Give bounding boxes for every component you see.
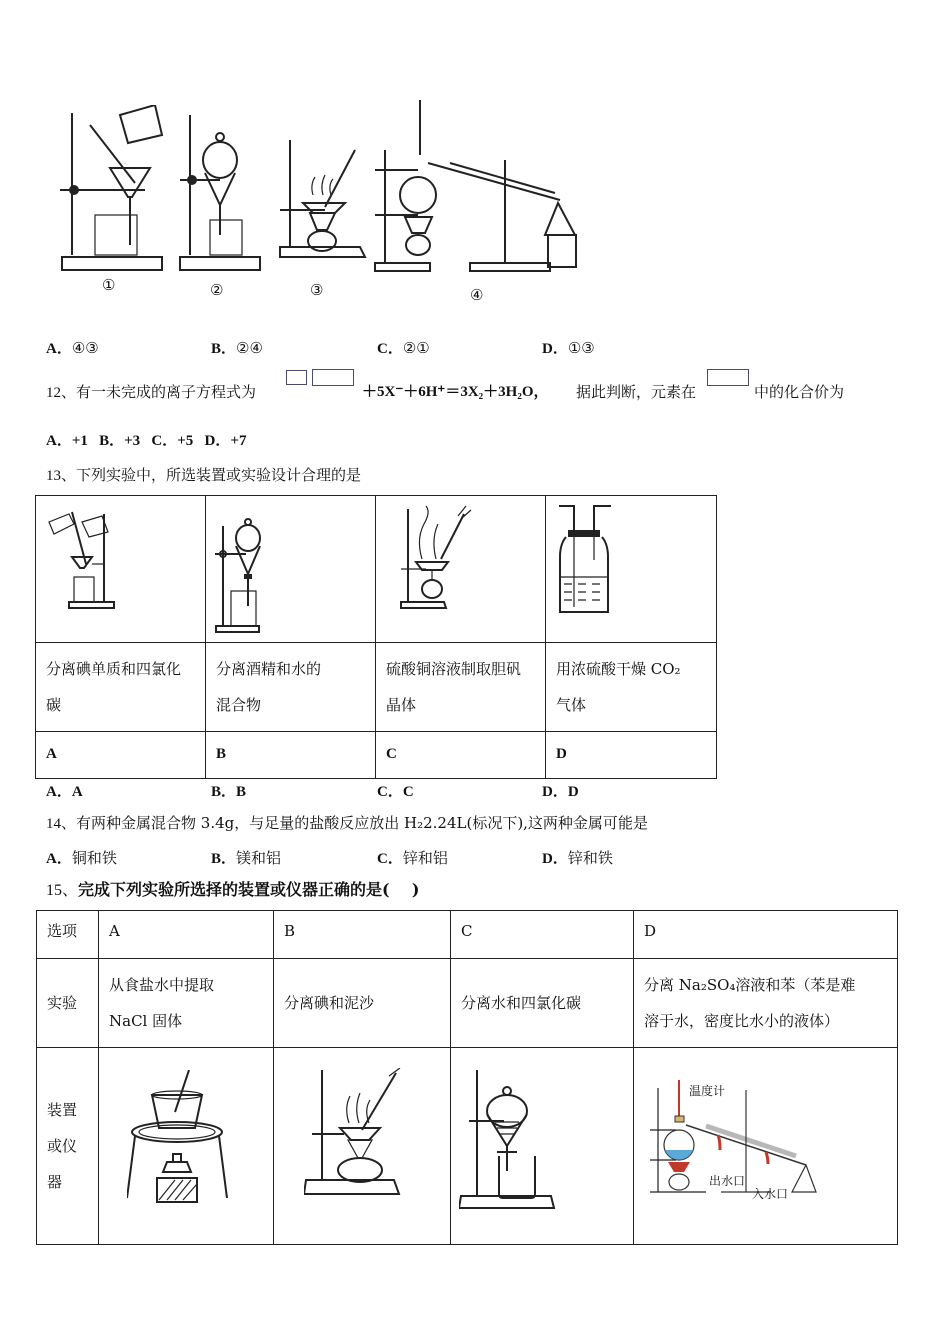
separatory-funnel-apparatus-icon xyxy=(175,105,265,275)
q13-option-a[interactable]: A．A xyxy=(46,784,83,800)
q11-option-c[interactable]: C．②① xyxy=(377,339,430,357)
separatory-funnel-apparatus-icon xyxy=(211,506,291,636)
q15-experiment-a: 从食盐水中提取 NaCl 固体 xyxy=(99,959,274,1048)
q13-option-c[interactable]: C．C xyxy=(377,784,414,800)
q14-option-c[interactable]: C．锌和铝 xyxy=(377,849,448,867)
q13-experiment-a: 分离碘单质和四氯化 碳 xyxy=(36,643,206,732)
q15-header-option: 选项 xyxy=(37,911,99,959)
q15-experiment-b: 分离碘和泥沙 xyxy=(274,959,451,1048)
q15-image-b xyxy=(274,1048,451,1245)
q15-header-experiment: 实验 xyxy=(37,959,99,1048)
q13-image-cell-d xyxy=(546,496,717,643)
apparatus-label-2: ② xyxy=(210,281,224,299)
q12-stem: 12、有一未完成的离子方程式为 xyxy=(46,383,257,401)
q13-letter-c: C xyxy=(376,732,546,779)
q14-option-d[interactable]: D．锌和铁 xyxy=(542,849,613,867)
q13-image-cell-b xyxy=(206,496,376,643)
q14-stem: 14、有两种金属混合物 3.4g，与足量的盐酸反应放出 H₂2.24L(标况下),这两种金属可能是 xyxy=(46,814,648,832)
q13-stem: 13、下列实验中，所选装置或实验设计合理的是 xyxy=(46,466,362,484)
distillation-apparatus-icon xyxy=(370,95,595,275)
q12-blank-ion[interactable] xyxy=(312,369,354,386)
apparatus-label-1: ① xyxy=(102,276,116,294)
gas-washing-bottle-icon xyxy=(556,502,616,622)
q15-header-apparatus: 装置 或仪 器 xyxy=(37,1048,99,1245)
q11-option-b[interactable]: B．②④ xyxy=(211,339,263,357)
distillation-label-water-out: 出水口 xyxy=(709,1174,746,1188)
q14-option-a[interactable]: A．铜和铁 xyxy=(46,849,117,867)
q13-experiment-b: 分离酒精和水的 混合物 xyxy=(206,643,376,732)
q15-col-b: B xyxy=(274,911,451,959)
filtration-apparatus-icon xyxy=(44,502,144,622)
q15-col-c: C xyxy=(451,911,634,959)
q15-image-c xyxy=(451,1048,634,1245)
q13-experiment-c: 硫酸铜溶液制取胆矾 晶体 xyxy=(376,643,546,732)
q13-letter-d: D xyxy=(546,732,717,779)
q13-image-cell-c xyxy=(376,496,546,643)
separatory-funnel-icon xyxy=(459,1066,559,1216)
q11-apparatus-figure xyxy=(40,95,610,310)
evaporation-apparatus-icon xyxy=(396,504,486,614)
q12-equation: ＋5X⁻＋6H⁺＝3X₂＋3H₂O， xyxy=(362,384,549,400)
q13-image-cell-a xyxy=(36,496,206,643)
q15-stem: 15、完成下列实验所选择的装置或仪器正确的是( ) xyxy=(46,880,420,899)
q15-experiment-c: 分离水和四氯化碳 xyxy=(451,959,634,1048)
evaporating-dish-tripod-icon xyxy=(127,1070,237,1220)
q13-option-d[interactable]: D．D xyxy=(542,784,579,800)
q12-blank-coefficient[interactable] xyxy=(286,370,307,385)
q12-stem-after: 中的化合价为 xyxy=(754,383,845,401)
apparatus-label-4: ④ xyxy=(470,286,484,304)
filtration-apparatus-icon xyxy=(60,105,175,275)
distillation-apparatus-icon xyxy=(646,1080,846,1200)
q12-options[interactable]: A．+1 B．+3 C．+5 D．+7 xyxy=(46,433,247,449)
q12-stem-middle: 据此判断，元素在 xyxy=(576,383,697,401)
q15-col-a: A xyxy=(99,911,274,959)
q15-col-d: D xyxy=(634,911,898,959)
apparatus-label-3: ③ xyxy=(310,281,324,299)
distillation-label-water-in: 入水口 xyxy=(752,1187,789,1201)
q15-image-d xyxy=(634,1048,898,1245)
q13-letter-a: A xyxy=(36,732,206,779)
q12-blank-element[interactable] xyxy=(707,369,749,386)
q15-experiment-d: 分离 Na₂SO₄溶液和苯（苯是难 溶于水，密度比水小的液体） xyxy=(634,959,898,1048)
q13-table xyxy=(35,495,717,779)
q15-table xyxy=(36,910,898,1245)
q11-option-a[interactable]: A．④③ xyxy=(46,339,99,357)
q13-letter-b: B xyxy=(206,732,376,779)
q14-option-b[interactable]: B．镁和铝 xyxy=(211,849,282,867)
q13-experiment-d: 用浓硫酸干燥 CO₂ 气体 xyxy=(546,643,717,732)
q15-image-a xyxy=(99,1048,274,1245)
q13-option-b[interactable]: B．B xyxy=(211,784,247,800)
evaporation-apparatus-icon xyxy=(275,135,375,270)
sublimation-apparatus-icon xyxy=(304,1068,404,1203)
q11-option-d[interactable]: D．①③ xyxy=(542,339,595,357)
distillation-label-thermometer: 温度计 xyxy=(689,1084,726,1098)
